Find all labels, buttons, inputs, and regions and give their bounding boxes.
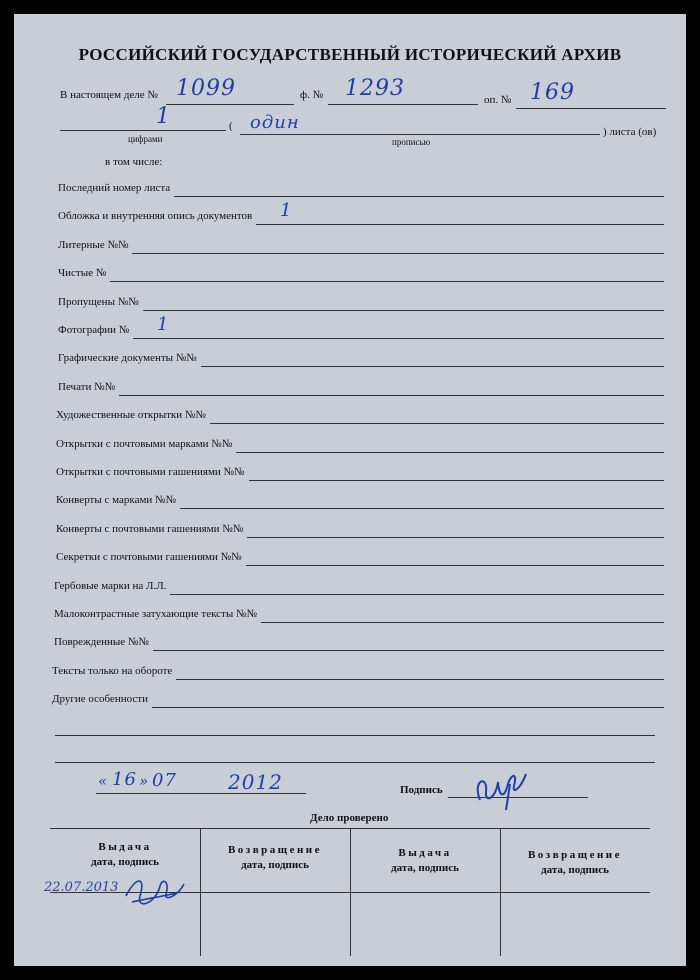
field-label: Другие особенности [52,693,149,705]
header-title: Выдача [398,847,452,859]
field-label: Последний номер листа [58,182,171,194]
field-line [210,423,664,424]
header-sub: дата, подпись [241,859,309,871]
opis-label: оп. № [484,94,512,106]
header-sub: дата, подпись [91,856,159,868]
field-line [246,565,664,566]
field-line [143,310,664,311]
field-line [153,650,664,651]
date-open-quote: « [98,772,109,790]
header-title: Возвращение [227,844,323,856]
field-line [261,622,664,623]
field-label: Конверты с марками №№ [56,494,177,506]
field-line [152,707,664,708]
field-label: Пропущены №№ [58,296,139,308]
words-caption: прописью [392,137,431,147]
field-line [249,480,664,481]
sheets-digits-value: 1 [156,104,171,129]
fond-label: ф. № [300,89,324,101]
field-label: Открытки с почтовыми марками №№ [56,438,233,450]
opis-number-value: 169 [530,80,575,105]
issue-signature-mark [120,866,190,916]
header-sub: дата, подпись [391,862,459,874]
field-label: Малоконтрастные затухающие тексты №№ [54,608,257,620]
date-close-quote: » [139,772,150,790]
field-value: 1 [280,200,293,221]
checked-label: Дело проверено [310,812,389,824]
digits-caption: цифрами [128,134,163,144]
including-label: в том числе: [105,156,163,168]
field-line [132,253,664,254]
issued-date: 22.07.2013 [44,880,119,895]
case-number-value: 1099 [176,76,236,101]
field-label: Тексты только на обороте [52,665,173,677]
field-line [256,224,664,225]
sheets-digits-line [60,130,226,131]
field-label: Литерные №№ [58,239,129,251]
signature-label: Подпись [400,784,443,796]
header-sub: дата, подпись [541,864,609,876]
header-title: Выдача [98,841,152,853]
header-title: Возвращение [527,849,623,861]
field-label: Секретки с почтовыми гашениями №№ [56,551,242,563]
date-line [96,793,306,794]
fond-line [328,104,478,105]
signature-mark [470,760,540,816]
date-month: 07 [152,770,177,791]
field-label: Открытки с почтовыми гашениями №№ [56,466,245,478]
field-line [119,395,664,396]
field-value: 1 [157,314,170,335]
field-label: Фотографии № [58,324,130,336]
field-line [170,594,664,595]
archive-title: РОССИЙСКИЙ ГОСУДАРСТВЕННЫЙ ИСТОРИЧЕСКИЙ АРХИВ [78,45,622,64]
open-paren: ( [229,120,233,132]
field-label: Художественные открытки №№ [56,409,206,421]
opis-line [516,108,666,109]
blank-line [55,735,655,736]
field-label: Чистые № [58,267,107,279]
field-line [176,679,664,680]
blank-line [55,762,655,763]
field-line [180,508,664,509]
field-line [236,452,664,453]
field-label: Печати №№ [58,381,116,393]
field-line [247,537,664,538]
date-day: 16 [112,769,137,790]
table-header-issue-2 [350,846,500,876]
fond-number-value: 1293 [345,76,405,101]
field-label: Конверты с почтовыми гашениями №№ [56,523,244,535]
field-line [174,196,664,197]
sheets-words-line [240,134,600,135]
field-label: Гербовые марки на Л.Л. [54,580,167,592]
sheets-suffix: ) листа (ов) [603,126,657,138]
field-line [201,366,664,367]
case-number-line [166,104,294,105]
case-number-label: В настоящем деле № [60,89,158,101]
field-line [110,281,664,282]
date-year: 2012 [228,770,283,794]
field-label: Поврежденные №№ [54,636,149,648]
table-header-return-2 [500,848,650,878]
field-line [133,338,664,339]
sheets-words-value: один [250,112,300,133]
field-label: Обложка и внутренняя опись документов [58,210,253,222]
table-header-return-1 [200,843,350,873]
field-label: Графические документы №№ [58,352,197,364]
